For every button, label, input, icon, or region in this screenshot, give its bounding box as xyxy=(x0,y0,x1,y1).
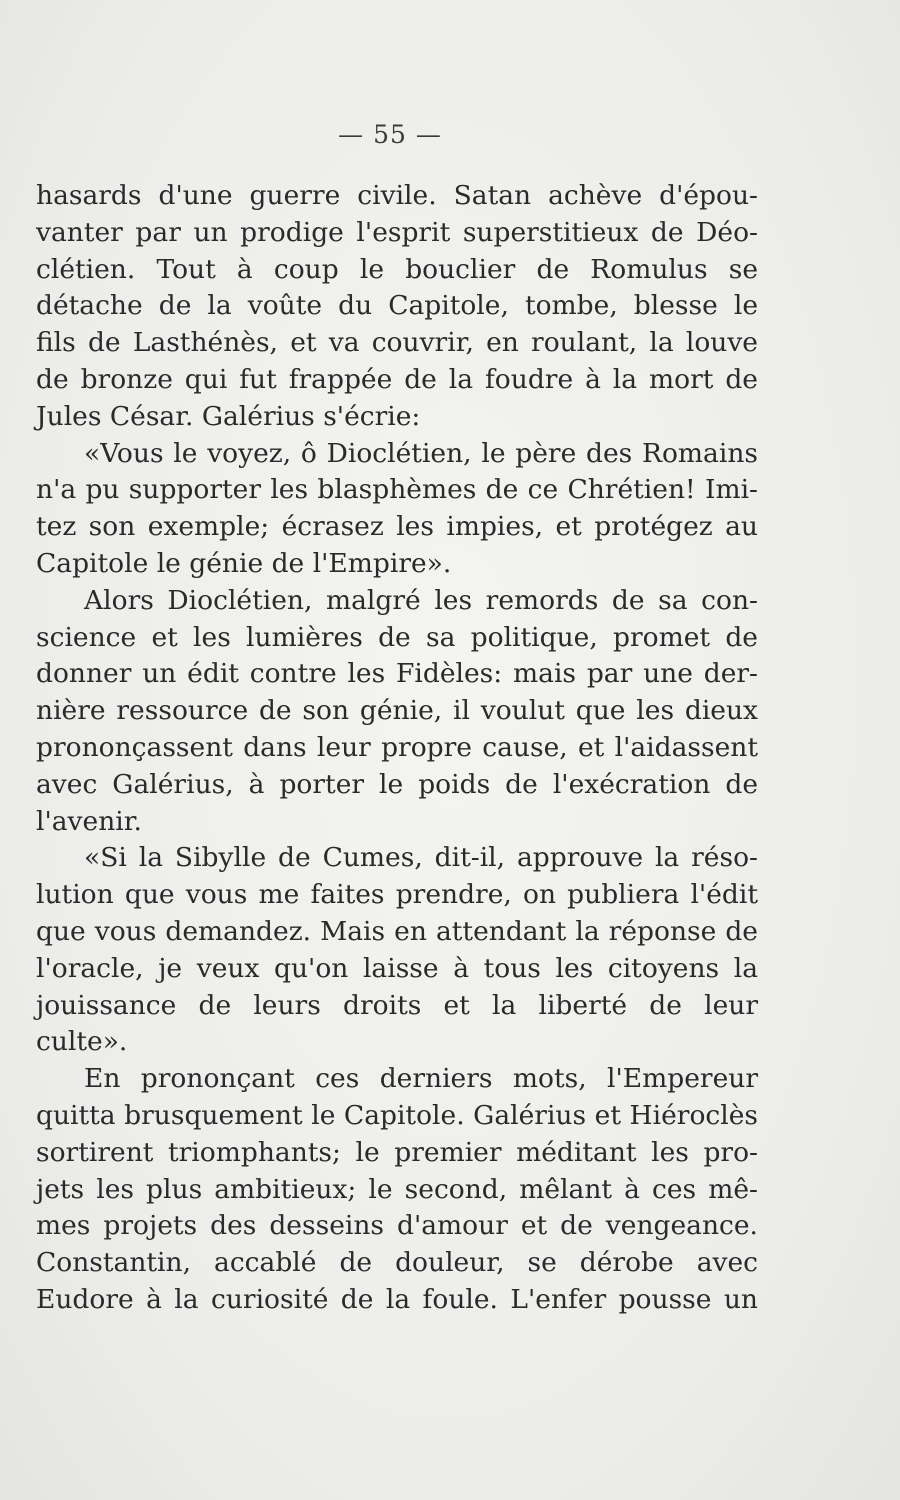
text-line: Eudore à la curiosité de la foule. L'enfer pousse un xyxy=(36,1283,758,1315)
text-line: Alors Dioclétien, malgré les remords de sa con- xyxy=(84,584,758,616)
text-line: fils de Lasthénès, et va couvrir, en roulant, la louve xyxy=(36,327,758,359)
text-line: science et les lumières de sa politique, promet de xyxy=(36,621,758,653)
text-line: clétien. Tout à coup le bouclier de Romulus se xyxy=(36,253,758,285)
page-number: — 55 — xyxy=(338,120,442,149)
text-line: donner un édit contre les Fidèles: mais par une der- xyxy=(36,658,758,690)
text-line: Constantin, accablé de douleur, se dérobe avec xyxy=(36,1247,758,1279)
text-line: prononçassent dans leur propre cause, et l'aidassent xyxy=(36,731,758,763)
text-line: Capitole le génie de l'Empire». xyxy=(36,547,452,579)
text-line: nière ressource de son génie, il voulut que les dieux xyxy=(36,695,758,727)
text-line: tez son exemple; écrasez les impies, et protégez au xyxy=(36,511,758,543)
text-line: Jules César. Galérius s'écrie: xyxy=(36,400,421,432)
text-line: «Si la Sibylle de Cumes, dit-il, approuve la réso- xyxy=(84,842,758,874)
text-line: «Vous le voyez, ô Dioclétien, le père des Romains xyxy=(84,437,758,469)
text-line: vanter par un prodige l'esprit superstitieux de Déo- xyxy=(36,216,758,248)
text-line: avec Galérius, à porter le poids de l'exécration de xyxy=(36,768,758,800)
text-line: n'a pu supporter les blasphèmes de ce Chrétien! Imi- xyxy=(36,474,758,506)
text-line: jouissance de leurs droits et la liberté de leur xyxy=(36,989,758,1021)
text-line: culte». xyxy=(36,1026,128,1058)
text-line: hasards d'une guerre civile. Satan achève d'épou- xyxy=(36,180,758,211)
text-line: que vous demandez. Mais en attendant la réponse de xyxy=(36,915,758,947)
text-line: mes projets des desseins d'amour et de vengeance. xyxy=(36,1210,758,1242)
text-line: jets les plus ambitieux; le second, mêlant à ces mê- xyxy=(36,1173,758,1205)
text-line: En prononçant ces derniers mots, l'Empereur xyxy=(84,1063,758,1095)
text-line: l'oracle, je veux qu'on laisse à tous les citoyens la xyxy=(36,952,758,984)
text-line: détache de la voûte du Capitole, tombe, blesse le xyxy=(36,290,758,322)
text-line: quitta brusquement le Capitole. Galérius et Hiéroclès xyxy=(36,1099,758,1131)
body-text xyxy=(36,178,758,1319)
text-line: l'avenir. xyxy=(36,805,142,837)
text-line: de bronze qui fut frappée de la foudre à la mort de xyxy=(36,363,758,395)
text-line: sortirent triomphants; le premier méditant les pro- xyxy=(36,1136,758,1168)
text-line: lution que vous me faites prendre, on publiera l'édit xyxy=(36,879,758,911)
